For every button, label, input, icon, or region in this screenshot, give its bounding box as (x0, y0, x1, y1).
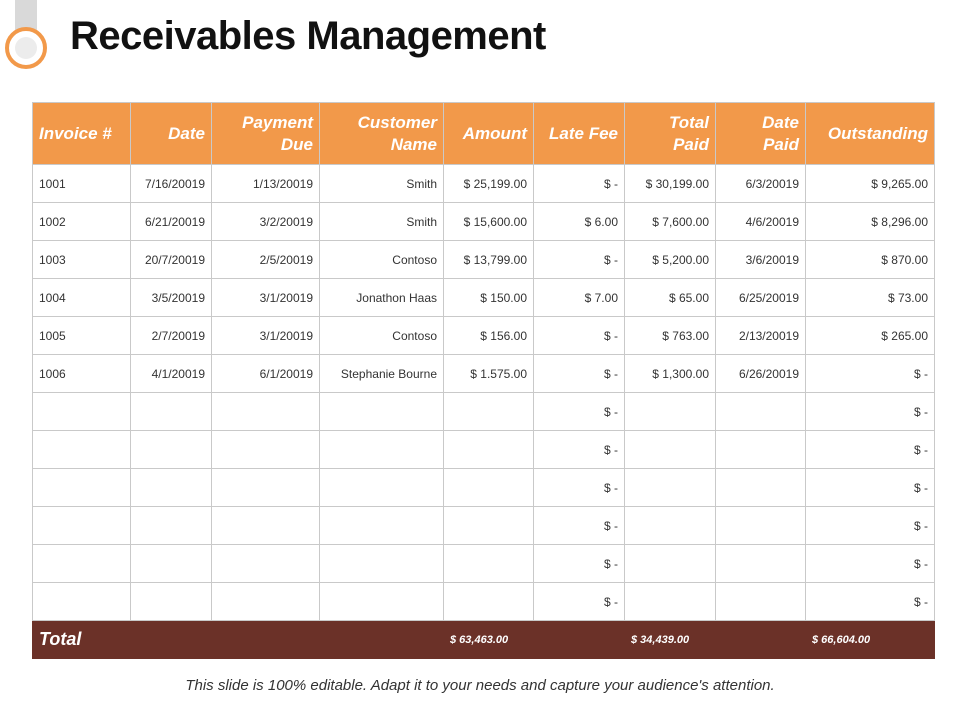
cell-customer (320, 545, 444, 583)
cell-invoice (33, 583, 131, 621)
cell-total-paid: $ 65.00 (625, 279, 716, 317)
cell-total-paid (625, 583, 716, 621)
table-row (33, 279, 935, 317)
cell-late-fee: $ - (534, 469, 625, 507)
total-paid-sum: $ 34,439.00 (625, 621, 716, 659)
cell-late-fee: $ - (534, 241, 625, 279)
cell-amount: $ 13,799.00 (444, 241, 534, 279)
table-row (33, 355, 935, 393)
total-outstanding: $ 66,604.00 (806, 621, 935, 659)
header-outstanding: Outstanding (806, 103, 935, 165)
cell-invoice (33, 469, 131, 507)
cell-total-paid: $ 7,600.00 (625, 203, 716, 241)
totals-row (33, 621, 935, 659)
cell-total-paid (625, 469, 716, 507)
cell-date: 2/7/20019 (131, 317, 212, 355)
decorative-ring-icon (5, 27, 47, 69)
cell-late-fee: $ - (534, 317, 625, 355)
receivables-table (32, 102, 935, 659)
header-date-paid-line1: Date (762, 112, 799, 132)
table-row (33, 431, 935, 469)
cell-payment-due: 1/13/20019 (212, 165, 320, 203)
cell-invoice: 1004 (33, 279, 131, 317)
cell-amount (444, 507, 534, 545)
cell-date-paid (716, 469, 806, 507)
cell-amount (444, 431, 534, 469)
cell-customer: Smith (320, 165, 444, 203)
cell-customer: Stephanie Bourne (320, 355, 444, 393)
cell-outstanding: $ - (806, 583, 935, 621)
header-invoice: Invoice # (33, 103, 131, 165)
cell-payment-due: 3/2/20019 (212, 203, 320, 241)
table-row (33, 545, 935, 583)
cell-customer (320, 507, 444, 545)
cell-outstanding: $ 8,296.00 (806, 203, 935, 241)
cell-amount: $ 156.00 (444, 317, 534, 355)
table-row (33, 203, 935, 241)
cell-amount: $ 1.575.00 (444, 355, 534, 393)
cell-date-paid: 6/3/20019 (716, 165, 806, 203)
cell-date: 7/16/20019 (131, 165, 212, 203)
cell-date-paid: 4/6/20019 (716, 203, 806, 241)
cell-payment-due (212, 583, 320, 621)
cell-invoice (33, 431, 131, 469)
cell-customer (320, 583, 444, 621)
cell-amount: $ 25,199.00 (444, 165, 534, 203)
cell-payment-due (212, 393, 320, 431)
cell-customer: Contoso (320, 317, 444, 355)
cell-date (131, 583, 212, 621)
cell-amount: $ 15,600.00 (444, 203, 534, 241)
header-amount: Amount (444, 103, 534, 165)
header-payment-due (212, 103, 320, 165)
cell-total-paid (625, 507, 716, 545)
header-date-paid (716, 103, 806, 165)
header-customer-name (320, 103, 444, 165)
cell-late-fee: $ 6.00 (534, 203, 625, 241)
cell-late-fee: $ - (534, 165, 625, 203)
cell-invoice: 1005 (33, 317, 131, 355)
cell-date: 4/1/20019 (131, 355, 212, 393)
cell-late-fee: $ - (534, 507, 625, 545)
cell-total-paid (625, 431, 716, 469)
cell-payment-due (212, 507, 320, 545)
cell-late-fee: $ - (534, 355, 625, 393)
header-payment-due-line1: Payment (242, 112, 313, 132)
cell-invoice: 1006 (33, 355, 131, 393)
cell-customer (320, 393, 444, 431)
cell-date-paid: 2/13/20019 (716, 317, 806, 355)
cell-date (131, 393, 212, 431)
table-row (33, 165, 935, 203)
cell-late-fee: $ 7.00 (534, 279, 625, 317)
header-total-paid-line2: Paid (673, 134, 709, 154)
header-date: Date (131, 103, 212, 165)
cell-date-paid (716, 545, 806, 583)
cell-invoice (33, 545, 131, 583)
cell-date-paid (716, 431, 806, 469)
header-customer-name-line2: Name (390, 134, 437, 154)
header-total-paid-line1: Total (669, 112, 709, 132)
cell-late-fee: $ - (534, 545, 625, 583)
cell-payment-due (212, 545, 320, 583)
cell-outstanding: $ - (806, 469, 935, 507)
cell-date-paid (716, 583, 806, 621)
table-row (33, 583, 935, 621)
cell-late-fee: $ - (534, 431, 625, 469)
cell-total-paid: $ 5,200.00 (625, 241, 716, 279)
cell-amount: $ 150.00 (444, 279, 534, 317)
cell-outstanding: $ - (806, 393, 935, 431)
cell-payment-due: 2/5/20019 (212, 241, 320, 279)
cell-date-paid: 6/26/20019 (716, 355, 806, 393)
cell-late-fee: $ - (534, 583, 625, 621)
total-empty-cell (534, 621, 625, 659)
cell-total-paid (625, 545, 716, 583)
cell-amount (444, 469, 534, 507)
total-empty-cell (131, 621, 212, 659)
cell-customer (320, 431, 444, 469)
cell-invoice (33, 393, 131, 431)
cell-customer: Smith (320, 203, 444, 241)
cell-customer (320, 469, 444, 507)
header-total-paid (625, 103, 716, 165)
footer-note: This slide is 100% editable. Adapt it to your needs and capture your audience's attention. (185, 677, 775, 694)
cell-date (131, 545, 212, 583)
decorative-ring-inner (15, 37, 37, 59)
cell-date: 20/7/20019 (131, 241, 212, 279)
total-empty-cell (716, 621, 806, 659)
cell-outstanding: $ 870.00 (806, 241, 935, 279)
cell-outstanding: $ - (806, 355, 935, 393)
cell-amount (444, 545, 534, 583)
cell-total-paid (625, 393, 716, 431)
cell-outstanding: $ 73.00 (806, 279, 935, 317)
cell-outstanding: $ - (806, 545, 935, 583)
cell-payment-due (212, 469, 320, 507)
table-row (33, 469, 935, 507)
header-late-fee: Late Fee (534, 103, 625, 165)
total-empty-cell (320, 621, 444, 659)
cell-customer: Jonathon Haas (320, 279, 444, 317)
cell-total-paid: $ 1,300.00 (625, 355, 716, 393)
cell-amount (444, 393, 534, 431)
cell-payment-due: 3/1/20019 (212, 317, 320, 355)
cell-outstanding: $ - (806, 431, 935, 469)
total-empty-cell (212, 621, 320, 659)
cell-total-paid: $ 30,199.00 (625, 165, 716, 203)
cell-date (131, 469, 212, 507)
page-title: Receivables Management (70, 14, 546, 58)
header-date-paid-line2: Paid (763, 134, 799, 154)
cell-payment-due (212, 431, 320, 469)
cell-payment-due: 3/1/20019 (212, 279, 320, 317)
cell-outstanding: $ 265.00 (806, 317, 935, 355)
cell-invoice: 1002 (33, 203, 131, 241)
cell-date (131, 507, 212, 545)
header-customer-name-line1: Customer (357, 112, 437, 132)
cell-date (131, 431, 212, 469)
table-row (33, 507, 935, 545)
cell-date: 6/21/20019 (131, 203, 212, 241)
header-payment-due-line2: Due (280, 134, 313, 154)
table-row (33, 317, 935, 355)
table-header-row (33, 103, 935, 165)
cell-customer: Contoso (320, 241, 444, 279)
cell-total-paid: $ 763.00 (625, 317, 716, 355)
cell-outstanding: $ 9,265.00 (806, 165, 935, 203)
cell-date: 3/5/20019 (131, 279, 212, 317)
cell-payment-due: 6/1/20019 (212, 355, 320, 393)
cell-invoice (33, 507, 131, 545)
table-row (33, 393, 935, 431)
table-body (33, 165, 935, 621)
cell-invoice: 1001 (33, 165, 131, 203)
total-amount: $ 63,463.00 (444, 621, 534, 659)
cell-date-paid (716, 393, 806, 431)
cell-date-paid (716, 507, 806, 545)
cell-amount (444, 583, 534, 621)
total-label: Total (33, 621, 131, 659)
cell-date-paid: 6/25/20019 (716, 279, 806, 317)
cell-date-paid: 3/6/20019 (716, 241, 806, 279)
cell-late-fee: $ - (534, 393, 625, 431)
cell-outstanding: $ - (806, 507, 935, 545)
table-row (33, 241, 935, 279)
cell-invoice: 1003 (33, 241, 131, 279)
